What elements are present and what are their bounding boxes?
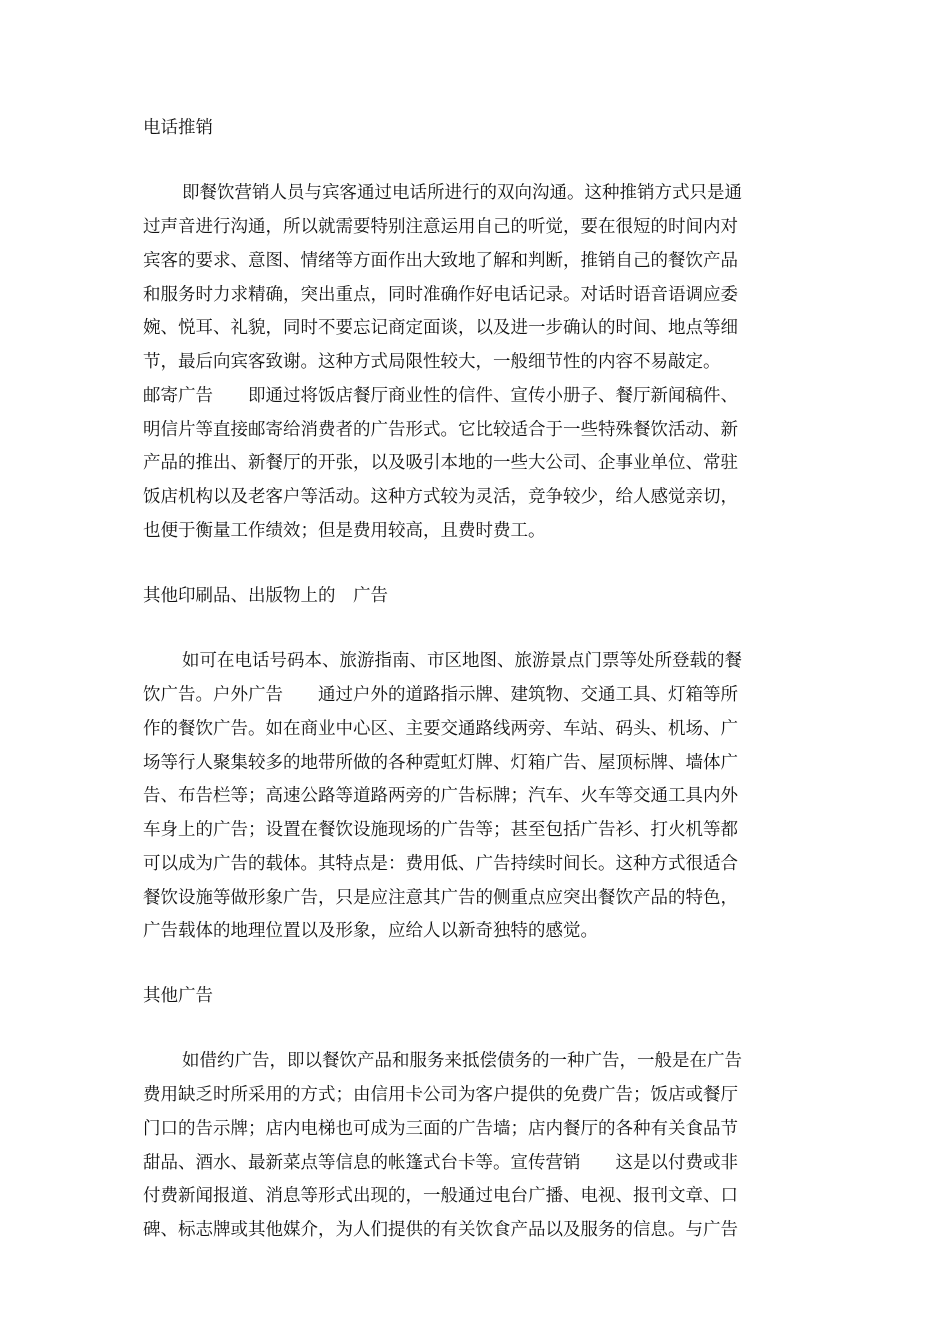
paragraph-line: 费用缺乏时所采用的方式；由信用卡公司为客户提供的免费广告；饭店或餐厅 [143, 1085, 738, 1105]
paragraph-line: 宾客的要求、意图、情绪等方面作出大致地了解和判断，推销自己的餐饮产品 [143, 251, 738, 271]
paragraph-line: 作的餐饮广告。如在商业中心区、主要交通路线两旁、车站、码头、机场、广 [143, 719, 738, 739]
paragraph-line: 邮寄广告 即通过将饭店餐厅商业性的信件、宣传小册子、餐厅新闻稿件、 [143, 386, 738, 406]
paragraph-line: 车身上的广告；设置在餐饮设施现场的广告等；甚至包括广告衫、打火机等都 [143, 820, 738, 840]
section-heading-other-ads: 其他广告 [143, 986, 213, 1006]
paragraph-line: 明信片等直接邮寄给消费者的广告形式。它比较适合于一些特殊餐饮活动、新 [143, 420, 738, 440]
paragraph-line: 甜品、酒水、最新菜点等信息的帐篷式台卡等。宣传营销 这是以付费或非 [143, 1153, 738, 1173]
paragraph-line: 餐饮设施等做形象广告，只是应注意其广告的侧重点应突出餐饮产品的特色， [143, 888, 738, 908]
paragraph-line: 场等行人聚集较多的地带所做的各种霓虹灯牌、灯箱广告、屋顶标牌、墙体广 [143, 753, 738, 773]
paragraph-line: 婉、悦耳、礼貌，同时不要忘记商定面谈，以及进一步确认的时间、地点等细 [143, 318, 738, 338]
paragraph-line: 和服务时力求精确，突出重点，同时准确作好电话记录。对话时语音语调应委 [143, 285, 738, 305]
paragraph-line: 产品的推出、新餐厅的开张，以及吸引本地的一些大公司、企事业单位、常驻 [143, 453, 738, 473]
paragraph-line: 付费新闻报道、消息等形式出现的，一般通过电台广播、电视、报刊文章、口 [143, 1186, 738, 1206]
section-heading-print-ads: 其他印刷品、出版物上的 广告 [143, 586, 388, 606]
paragraph-line: 可以成为广告的载体。其特点是：费用低、广告持续时间长。这种方式很适合 [143, 854, 738, 874]
paragraph-line: 广告载体的地理位置以及形象，应给人以新奇独特的感觉。 [143, 921, 598, 941]
paragraph-line: 如可在电话号码本、旅游指南、市区地图、旅游景点门票等处所登载的餐 [182, 651, 742, 671]
paragraph-line: 饭店机构以及老客户等活动。这种方式较为灵活，竞争较少，给人感觉亲切， [143, 487, 738, 507]
paragraph-line: 也便于衡量工作绩效；但是费用较高，且费时费工。 [143, 521, 546, 541]
paragraph-line: 饮广告。户外广告 通过户外的道路指示牌、建筑物、交通工具、灯箱等所 [143, 685, 738, 705]
paragraph-line: 门口的告示牌；店内电梯也可成为三面的广告墙；店内餐厅的各种有关食品节 [143, 1119, 738, 1139]
paragraph-line: 即餐饮营销人员与宾客通过电话所进行的双向沟通。这种推销方式只是通 [182, 183, 742, 203]
paragraph-line: 如借约广告，即以餐饮产品和服务来抵偿债务的一种广告，一般是在广告 [182, 1051, 742, 1071]
paragraph-line: 碑、标志牌或其他媒介，为人们提供的有关饮食产品以及服务的信息。与广告 [143, 1220, 738, 1240]
section-heading-phone-sales: 电话推销 [143, 118, 213, 138]
paragraph-line: 过声音进行沟通，所以就需要特别注意运用自己的听觉，要在很短的时间内对 [143, 217, 738, 237]
paragraph-line: 告、布告栏等；高速公路等道路两旁的广告标牌；汽车、火车等交通工具内外 [143, 786, 738, 806]
paragraph-line: 节，最后向宾客致谢。这种方式局限性较大，一般细节性的内容不易敲定。 [143, 352, 721, 372]
